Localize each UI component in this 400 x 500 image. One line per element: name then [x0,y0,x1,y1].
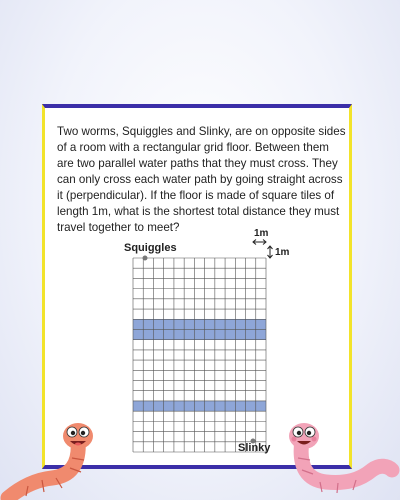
squiggles-start-dot [143,256,148,261]
width-arrow-icon [253,240,266,245]
problem-text: Two worms, Squiggles and Slinky, are on opposite sides of a room with a rectangular grid floor. Between them are two parallel water paths that they must cross. They can only cross each water path by going straight across it (perpendicular). If the floor is made of square tiles of length 1m, what is the shortest total distance they must travel together to meet? [57,125,346,234]
water-path [133,329,266,339]
water-path [133,319,266,329]
squiggles-label: Squiggles [124,242,177,254]
slinky-label: Slinky [238,442,271,454]
height-arrow-icon [268,246,273,258]
tile-height-label: 1m [275,247,290,258]
tile-grid [133,258,266,452]
tile-width-label: 1m [254,228,269,239]
left-worm-icon [0,410,110,500]
right-worm-icon [280,410,400,500]
water-path [133,401,266,411]
